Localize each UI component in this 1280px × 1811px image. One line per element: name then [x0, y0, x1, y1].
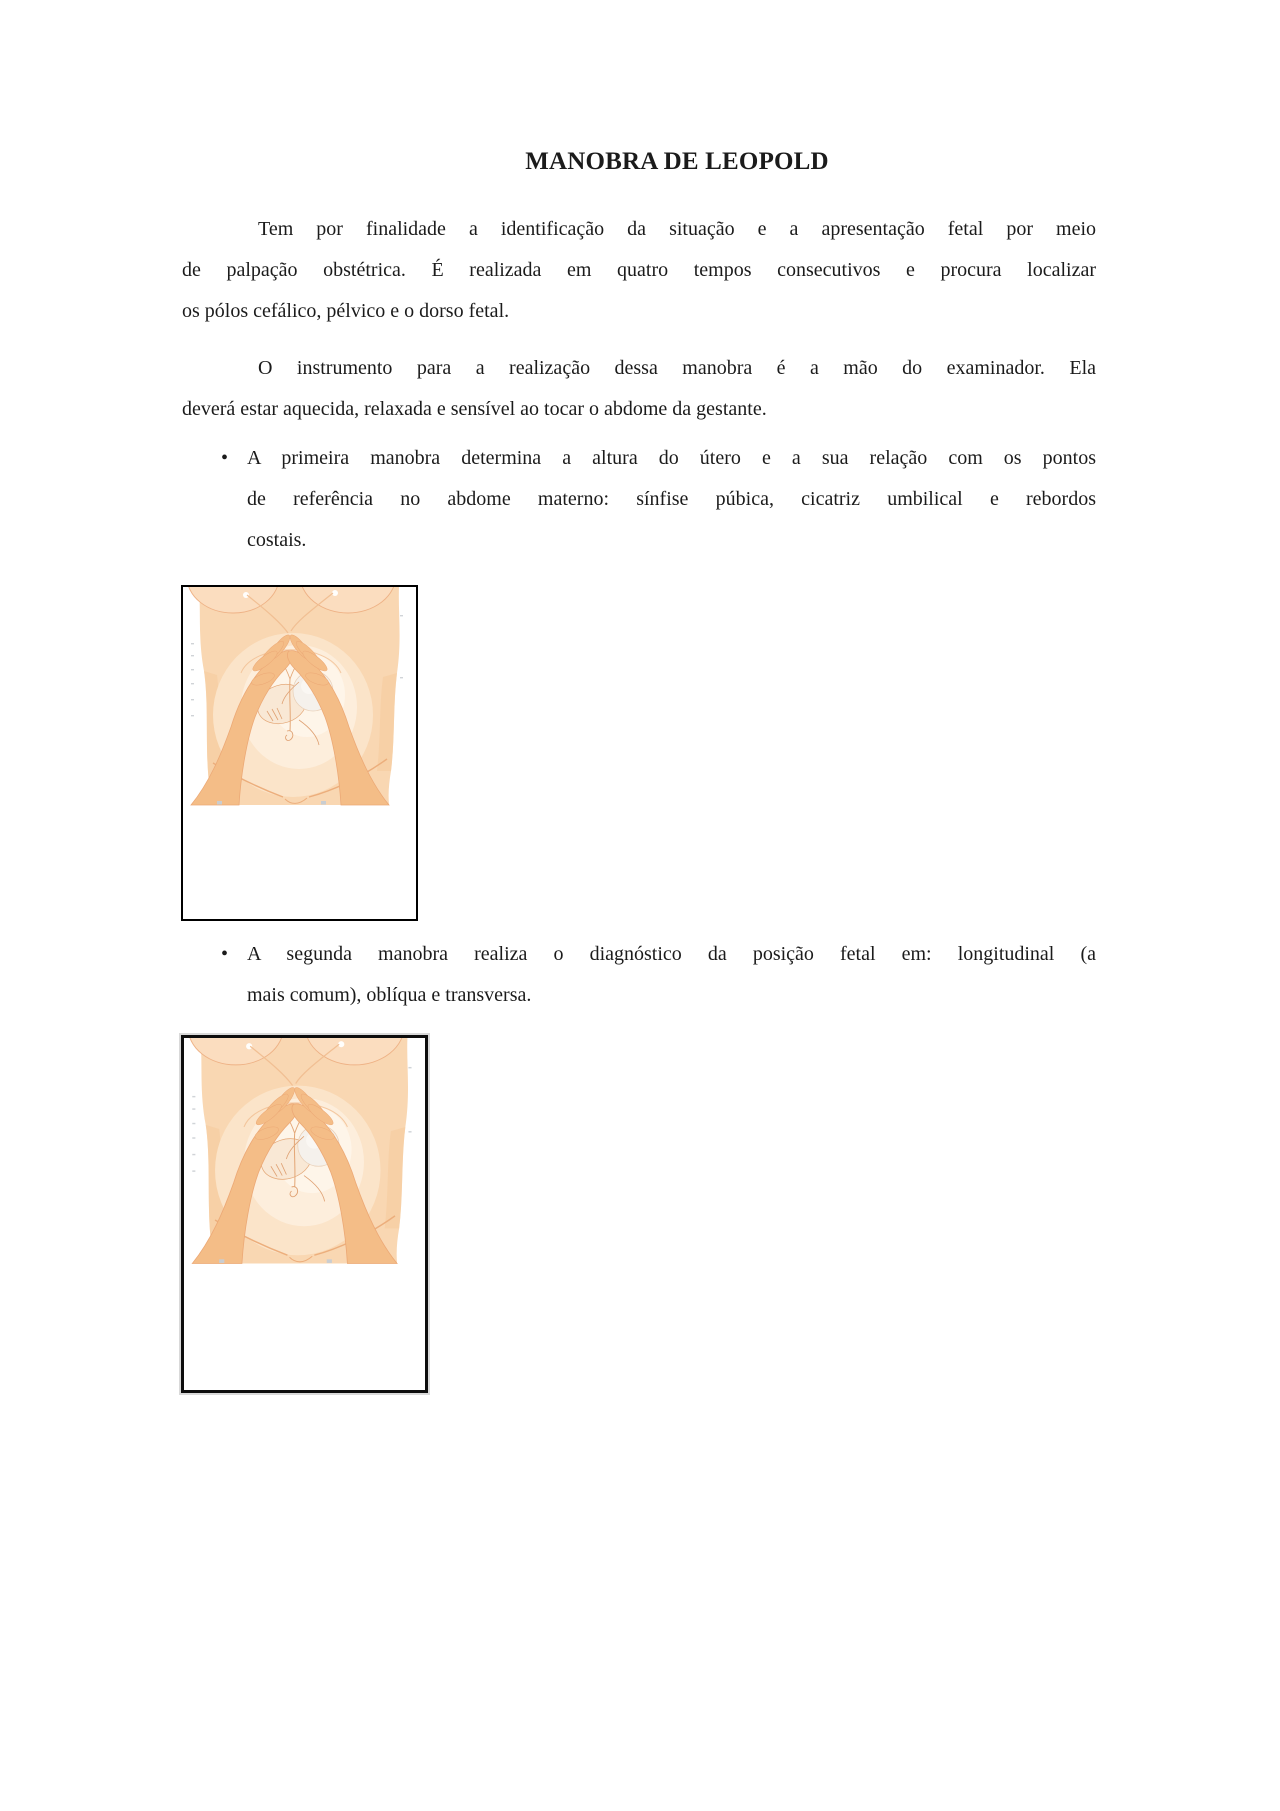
bullet-marker: •: [221, 447, 229, 469]
bullet-line: A primeira manobra determina a altura do útero e a sua relação com os pontos: [247, 447, 1096, 469]
paragraph-line: O instrumento para a realização dessa manobra é a mão do examinador. Ela: [258, 357, 1096, 379]
document-title: MANOBRA DE LEOPOLD: [525, 148, 829, 175]
paragraph-line: de palpação obstétrica. É realizada em quatro tempos consecutivos e procura localizar: [182, 259, 1096, 281]
bullet-line: mais comum), oblíqua e transversa.: [247, 984, 532, 1006]
bullet-line: A segunda manobra realiza o diagnóstico da posição fetal em: longitudinal (a: [247, 943, 1096, 965]
pregnant-abdomen-palpation-illustration: [184, 1038, 425, 1276]
bullet-line: costais.: [247, 529, 307, 551]
paragraph-line: deverá estar aquecida, relaxada e sensível ao tocar o abdome da gestante.: [182, 398, 767, 420]
bullet-line: de referência no abdome materno: sínfise púbica, cicatriz umbilical e rebordos: [247, 488, 1096, 510]
paragraph-line: Tem por finalidade a identificação da situação e a apresentação fetal por meio: [258, 218, 1096, 240]
bullet-marker: •: [221, 943, 229, 965]
pregnant-abdomen-palpation-illustration: [183, 587, 416, 817]
paragraph-line: os pólos cefálico, pélvico e o dorso fetal.: [182, 300, 510, 322]
bullet-first-maneuver: [182, 438, 1096, 561]
paragraph-instrument: [182, 348, 1096, 430]
figure-second-maneuver[interactable]: [181, 1035, 428, 1393]
bullet-second-maneuver: [182, 934, 1096, 1016]
paragraph-intro: [182, 209, 1096, 332]
figure-first-maneuver[interactable]: [181, 585, 418, 921]
